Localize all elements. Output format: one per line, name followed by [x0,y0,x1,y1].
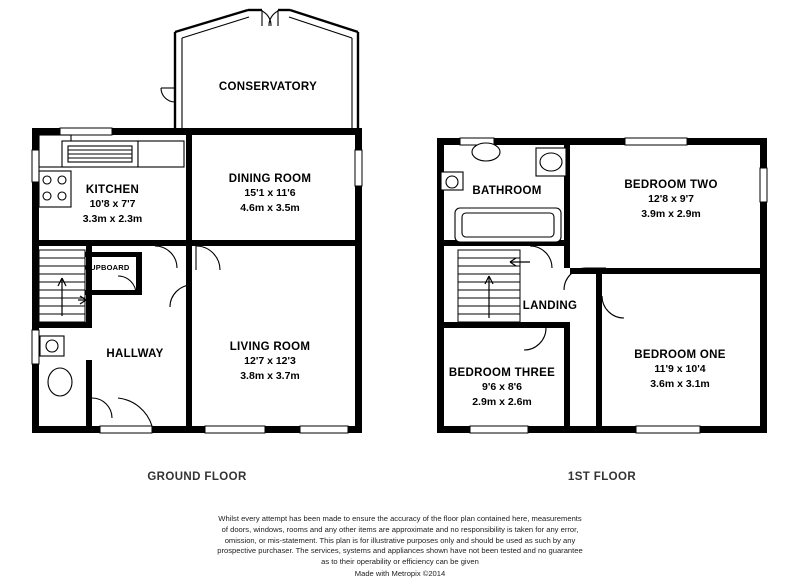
disclaimer-line-4: prospective purchaser. The services, systems and appliances shown have not been tested and no guarantee [217,546,583,556]
room-label-dining-room: DINING ROOM [228,173,312,185]
disclaimer-line-5: as to their operability or efficiency can be given [321,557,479,567]
floor-caption-first: 1ST FLOOR [567,471,637,483]
floor-caption-ground: GROUND FLOOR [147,471,247,483]
room-label-landing: LANDING [522,300,578,312]
disclaimer-line-2: of doors, windows, rooms and any other items are approximate and no responsibility is taken for any error, [221,524,579,534]
room-dims-bedroom-three-metric: 2.9m x 2.6m [472,396,532,408]
disclaimer-line-3: omission, or mis-statement. This plan is for illustrative purposes only and should be used as such by any [224,535,576,545]
room-label-kitchen: KITCHEN [85,184,140,196]
disclaimer-block [0,514,800,580]
room-dims-living-room-metric: 3.8m x 3.7m [240,370,300,382]
room-label-hallway: HALLWAY [106,348,164,360]
room-label-living-room: LIVING ROOM [229,341,311,353]
room-dims-dining-room-metric: 4.6m x 3.5m [240,202,300,214]
credit-line: Made with Metropix ©2014 [354,568,446,578]
room-label-conservatory: CONSERVATORY [218,81,318,93]
room-label-cupboard: CUPBOARD [84,263,130,272]
room-dims-bedroom-two-metric: 3.9m x 2.9m [641,208,701,220]
room-dims-living-room-imperial: 12'7 x 12'3 [244,355,296,367]
room-label-bedroom-three: BEDROOM THREE [448,367,556,379]
room-dims-kitchen-imperial: 10'8 x 7'7 [89,198,136,210]
ground-staircase [39,250,86,322]
room-dims-dining-room-imperial: 15'1 x 11'6 [244,187,296,199]
room-label-bedroom-two: BEDROOM TWO [624,179,718,191]
room-label-bathroom: BATHROOM [472,185,542,197]
room-dims-bedroom-one-imperial: 11'9 x 10'4 [654,363,706,375]
room-dims-bedroom-two-imperial: 12'8 x 9'7 [648,193,694,205]
disclaimer-line-1: Whilst every attempt has been made to ensure the accuracy of the floor plan contained here, measurements [218,514,582,523]
room-dims-kitchen-metric: 3.3m x 2.3m [82,213,143,225]
room-dims-bedroom-one-metric: 3.6m x 3.1m [650,378,710,390]
room-dims-bedroom-three-imperial: 9'6 x 8'6 [481,381,523,393]
room-label-bedroom-one: BEDROOM ONE [634,349,726,361]
